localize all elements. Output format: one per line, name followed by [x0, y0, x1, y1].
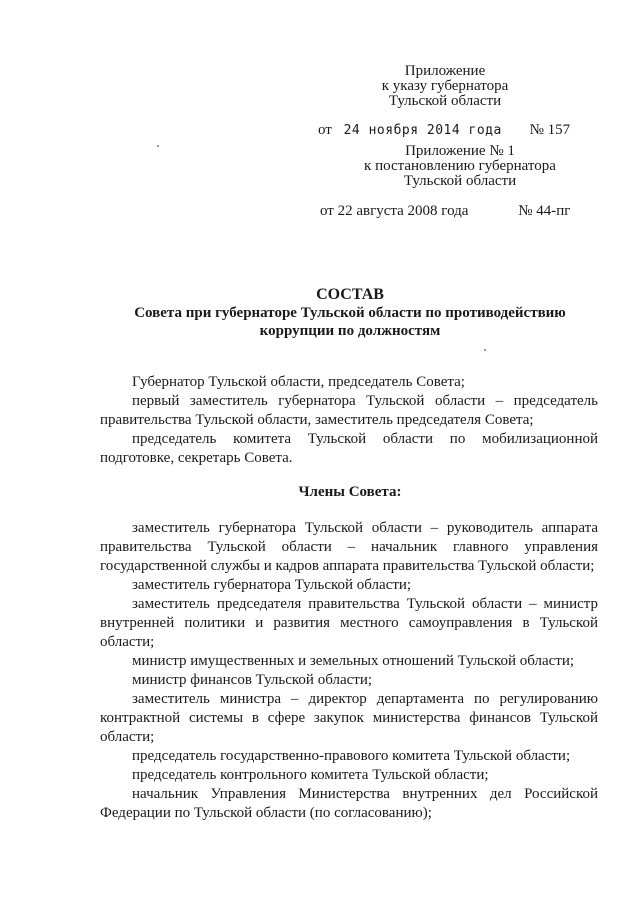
members-heading: Члены Совета:	[298, 484, 402, 500]
resolution-from: от 22 августа 2008 года	[320, 203, 469, 219]
resolution-date-line	[320, 203, 570, 220]
scan-speck	[157, 145, 159, 147]
members-list	[100, 519, 598, 823]
intro-paragraph: первый заместитель губернатора Тульской области – председатель правительства Тульской области, заместитель председателя Совета;	[100, 393, 598, 428]
appendix1-line: к постановлению губернатора	[364, 158, 556, 174]
intro-paragraph: председатель комитета Тульской области по мобилизационной подготовке, секретарь Совета.	[100, 431, 598, 466]
decree-date-stamp: 24 ноября 2014 года	[343, 123, 502, 138]
member-item: министр имущественных и земельных отношений Тульской области;	[132, 653, 575, 669]
appendix-header	[320, 64, 570, 109]
member-item: министр финансов Тульской области;	[132, 672, 373, 688]
appendix-line: к указу губернатора	[381, 78, 509, 94]
decree-date-line	[318, 122, 570, 139]
appendix1-line: Приложение № 1	[405, 143, 515, 159]
member-item: начальник Управления Министерства внутренних дел Российской Федерации по Тульской области (по согласованию);	[100, 786, 598, 821]
member-item: заместитель министра – директор департамента по регулированию контрактной системы в сфере закупок министерства финансов Тульской области;	[100, 691, 598, 745]
member-item: председатель государственно-правового комитета Тульской области;	[132, 748, 571, 764]
document-title: СОСТАВ	[316, 286, 384, 303]
appendix-line: Тульской области	[388, 93, 502, 109]
appendix-line: Приложение	[404, 63, 486, 79]
decree-from-label: от	[318, 122, 332, 138]
document-subtitle: Совета при губернаторе Тульской области по противодействию коррупции по должностям	[134, 305, 566, 339]
appendix1-line: Тульской области	[403, 173, 517, 189]
member-item: председатель контрольного комитета Тульской области;	[132, 767, 489, 783]
appendix1-header	[330, 144, 590, 189]
decree-number: № 157	[529, 122, 571, 138]
resolution-number: № 44-пг	[518, 203, 571, 219]
member-item: заместитель председателя правительства Тульской области – министр внутренней политики и развития местного самоуправления в Тульской области;	[100, 596, 598, 650]
member-item: заместитель губернатора Тульской области – руководитель аппарата правительства Тульской области – начальник главного управления государственной службы и кадров аппарата правительства Тульской области;	[100, 520, 598, 574]
intro-paragraph: Губернатор Тульской области, председатель Совета;	[132, 374, 465, 390]
scan-speck	[484, 349, 486, 351]
intro-list	[100, 373, 598, 468]
member-item: заместитель губернатора Тульской области;	[132, 577, 412, 593]
